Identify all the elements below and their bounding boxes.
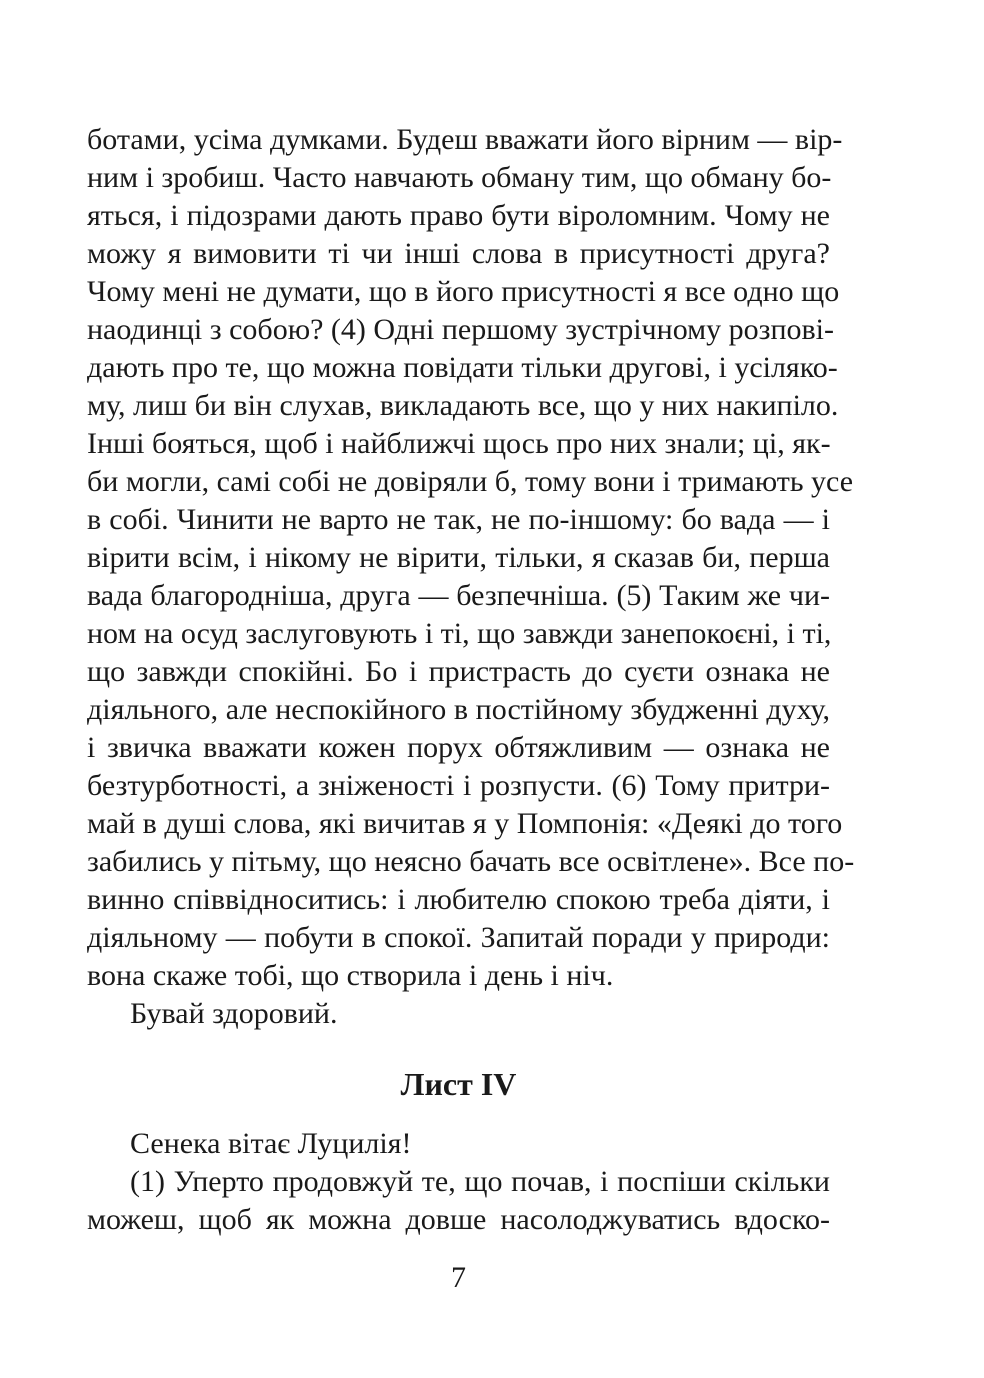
text-line: можу я вимовити ті чи інші слова в присутності друга? <box>87 237 830 270</box>
text-line: Інші бояться, щоб і найближчі щось про них знали; ці, як- <box>87 427 831 460</box>
text-line: яться, і підозрами дають право бути віроломним. Чому не <box>87 199 830 232</box>
text-line: Чому мені не думати, що в його присутності я все одно що <box>87 275 840 308</box>
text-line: вона скаже тобі, що створила і день і ніч. <box>87 959 614 992</box>
text-line: ним і зробиш. Часто навчають обману тим, що обману бо- <box>87 161 832 194</box>
text-line: діяльного, але неспокійного в постійному збудженні духу, <box>87 693 830 726</box>
greeting-line: Сенека вітає Луцилія! <box>130 1127 412 1160</box>
text-line: вада благородніша, друга — безпечніша. (5) Таким же чи- <box>87 579 830 612</box>
text-line: в собі. Чинити не варто не так, не по-іншому: бо вада — і <box>87 503 830 536</box>
text-line: (1) Уперто продовжуй те, що почав, і поспіши скільки <box>130 1165 830 1198</box>
text-line: дають про те, що можна повідати тільки другові, і усіляко- <box>87 351 838 384</box>
letter-heading: Лист IV <box>400 1066 517 1102</box>
closing-line: Бувай здоровий. <box>130 997 338 1030</box>
text-line: ном на осуд заслуговують і ті, що завжди занепокоєні, і ті, <box>87 617 832 650</box>
text-line: винно співвідноситись: і любителю спокою треба діяти, і <box>87 883 830 916</box>
text-line: му, лиш би він слухав, викладають все, що у них накипіло. <box>87 389 839 422</box>
text-line: ботами, усіма думками. Будеш вважати його вірним — вір- <box>87 123 843 156</box>
text-line: що завжди спокійні. Бо і пристрасть до суєти ознака не <box>87 655 830 688</box>
text-line: діяльному — побути в спокої. Запитай поради у природи: <box>87 921 830 954</box>
text-line: наодинці з собою? (4) Одні першому зустрічному розпові- <box>87 313 835 346</box>
text-line: і звичка вважати кожен порух обтяжливим — ознака не <box>87 731 830 764</box>
text-line: забились у пітьму, що неясно бачать все освітлене». Все по- <box>87 845 855 878</box>
text-line: май в душі слова, які вичитав я у Помпонія: «Деякі до того <box>87 807 843 840</box>
text-line: вірити всім, і нікому не вірити, тільки, я сказав би, перша <box>87 541 830 574</box>
text-line: би могли, самі собі не довіряли б, тому вони і тримають усе <box>87 465 854 498</box>
text-line: можеш, щоб як можна довше насолоджуватись вдоско- <box>87 1203 830 1236</box>
page-number: 7 <box>451 1261 466 1294</box>
text-line: безтурботності, а зніженості і розпусти. (6) Тому притри- <box>87 769 830 802</box>
